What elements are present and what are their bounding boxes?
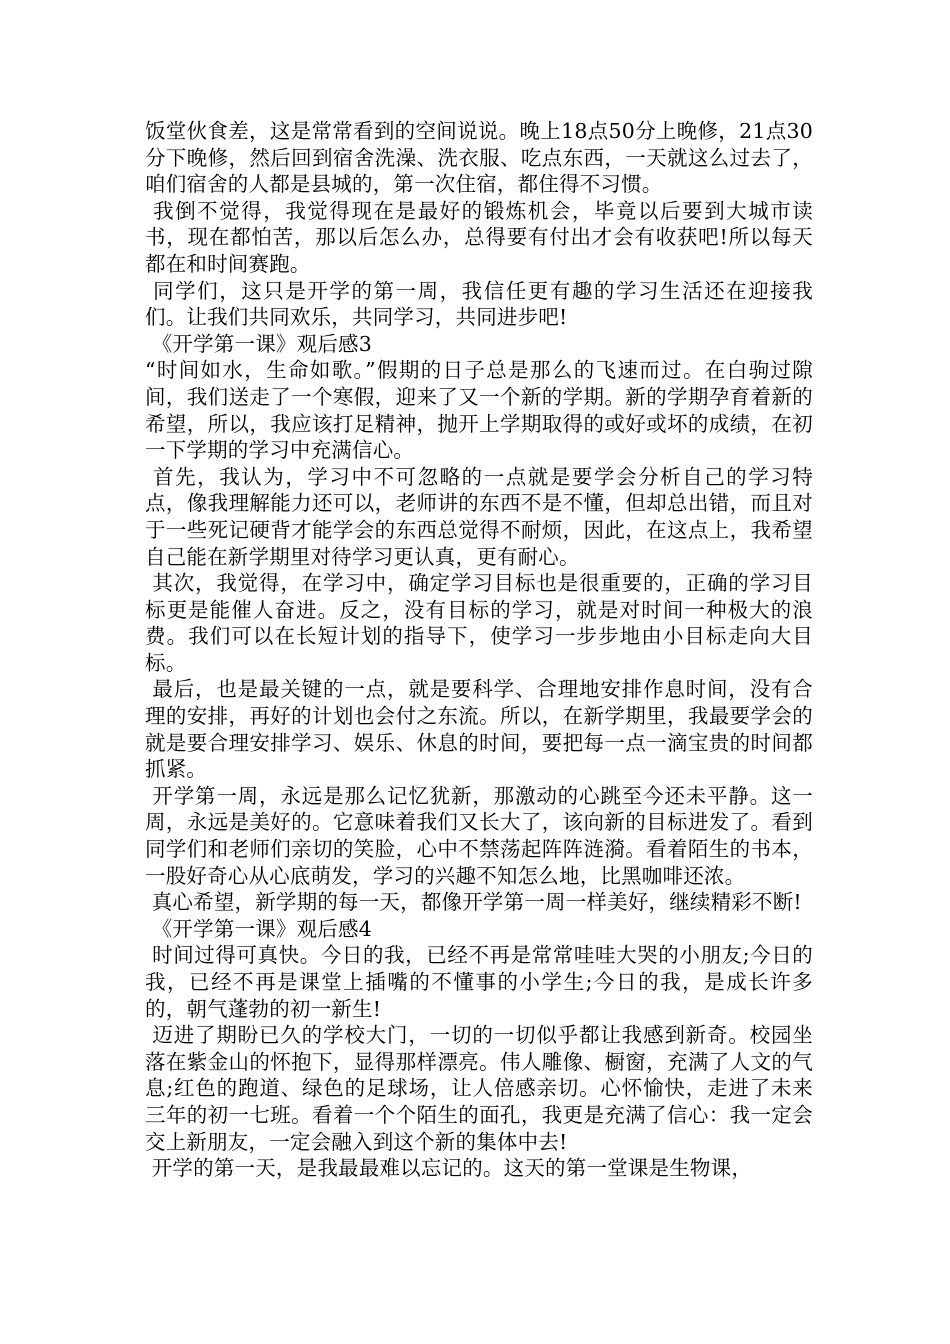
paragraph: 开学的第一天，是我最最难以忘记的。这天的第一堂课是生物课， (145, 1156, 753, 1181)
paragraph: 真心希望，新学期的每一天，都像开学第一周一样美好，继续精彩不断! (145, 890, 802, 915)
document-body (145, 118, 813, 1182)
section-heading: 《开学第一课》观后感3 (145, 331, 372, 356)
paragraph: 时间过得可真快。今日的我，已经不再是常常哇哇大哭的小朋友;今日的我，已经不再是课堂上插嘴的不懂事的小学生;今日的我，是成长许多的，朝气蓬勃的初一新生! (145, 943, 813, 1021)
paragraph: 饭堂伙食差，这是常常看到的空间说说。晚上18点50分上晚修，21点30分下晚修，然后回到宿舍洗澡、洗衣服、吃点东西，一天就这么过去了，咱们宿舍的人都是县城的，第一次住宿，都住得不习惯。 (145, 119, 813, 197)
paragraph: “时间如水，生命如歌。”假期的日子总是那么的飞速而过。在白驹过隙间，我们送走了一个寒假，迎来了又一个新的学期。新的学期孕育着新的希望，所以，我应该打足精神，抛开上学期取得的或好或坏的成绩，在初一下学期的学习中充满信心。 (145, 358, 813, 463)
paragraph: 我倒不觉得，我觉得现在是最好的锻炼机会，毕竟以后要到大城市读书，现在都怕苦，那以后怎么办，总得要有付出才会有收获吧!所以每天都在和时间赛跑。 (145, 198, 813, 276)
section-heading: 《开学第一课》观后感4 (145, 916, 372, 941)
paragraph: 迈进了期盼已久的学校大门，一切的一切似乎都让我感到新奇。校园坐落在紫金山的怀抱下，显得那样漂亮。伟人雕像、橱窗，充满了人文的气息;红色的跑道、绿色的足球场，让人倍感亲切。心怀愉快，走进了未来三年的初一七班。看着一个个陌生的面孔，我更是充满了信心：我一定会交上新朋友，一定会融入到这个新的集体中去! (145, 1023, 814, 1154)
paragraph: 同学们，这只是开学的第一周，我信任更有趣的学习生活还在迎接我们。让我们共同欢乐，共同学习，共同进步吧! (145, 278, 813, 330)
paragraph: 其次，我觉得，在学习中，确定学习目标也是很重要的，正确的学习目标更是能催人奋进。反之，没有目标的学习，就是对时间一种极大的浪费。我们可以在长短计划的指导下，使学习一步步地由小目标走向大目标。 (145, 571, 814, 675)
paragraph: 最后，也是最关键的一点，就是要科学、合理地安排作息时间，没有合理的安排，再好的计划也会付之东流。所以，在新学期里，我最要学会的就是要合理安排学习、娱乐、休息的时间，要把每一点一滴宝贵的时间都抓紧。 (145, 677, 814, 782)
paragraph: 首先，我认为，学习中不可忽略的一点就是要学会分析自己的学习特点，像我理解能力还可以，老师讲的东西不是不懂，但却总出错，而且对于一些死记硬背才能学会的东西总觉得不耐烦，因此，在这点上，我希望自己能在新学期里对待学习更认真，更有耐心。 (145, 464, 813, 569)
paragraph: 开学第一周，永远是那么记忆犹新，那激动的心跳至今还未平静。这一周，永远是美好的。它意味着我们又长大了，该向新的目标进发了。看到同学们和老师们亲切的笑脸，心中不禁荡起阵阵涟漪。看着陌生的书本，一股好奇心从心底萌发，学习的兴趣不知怎么地，比黑咖啡还浓。 (145, 783, 814, 888)
